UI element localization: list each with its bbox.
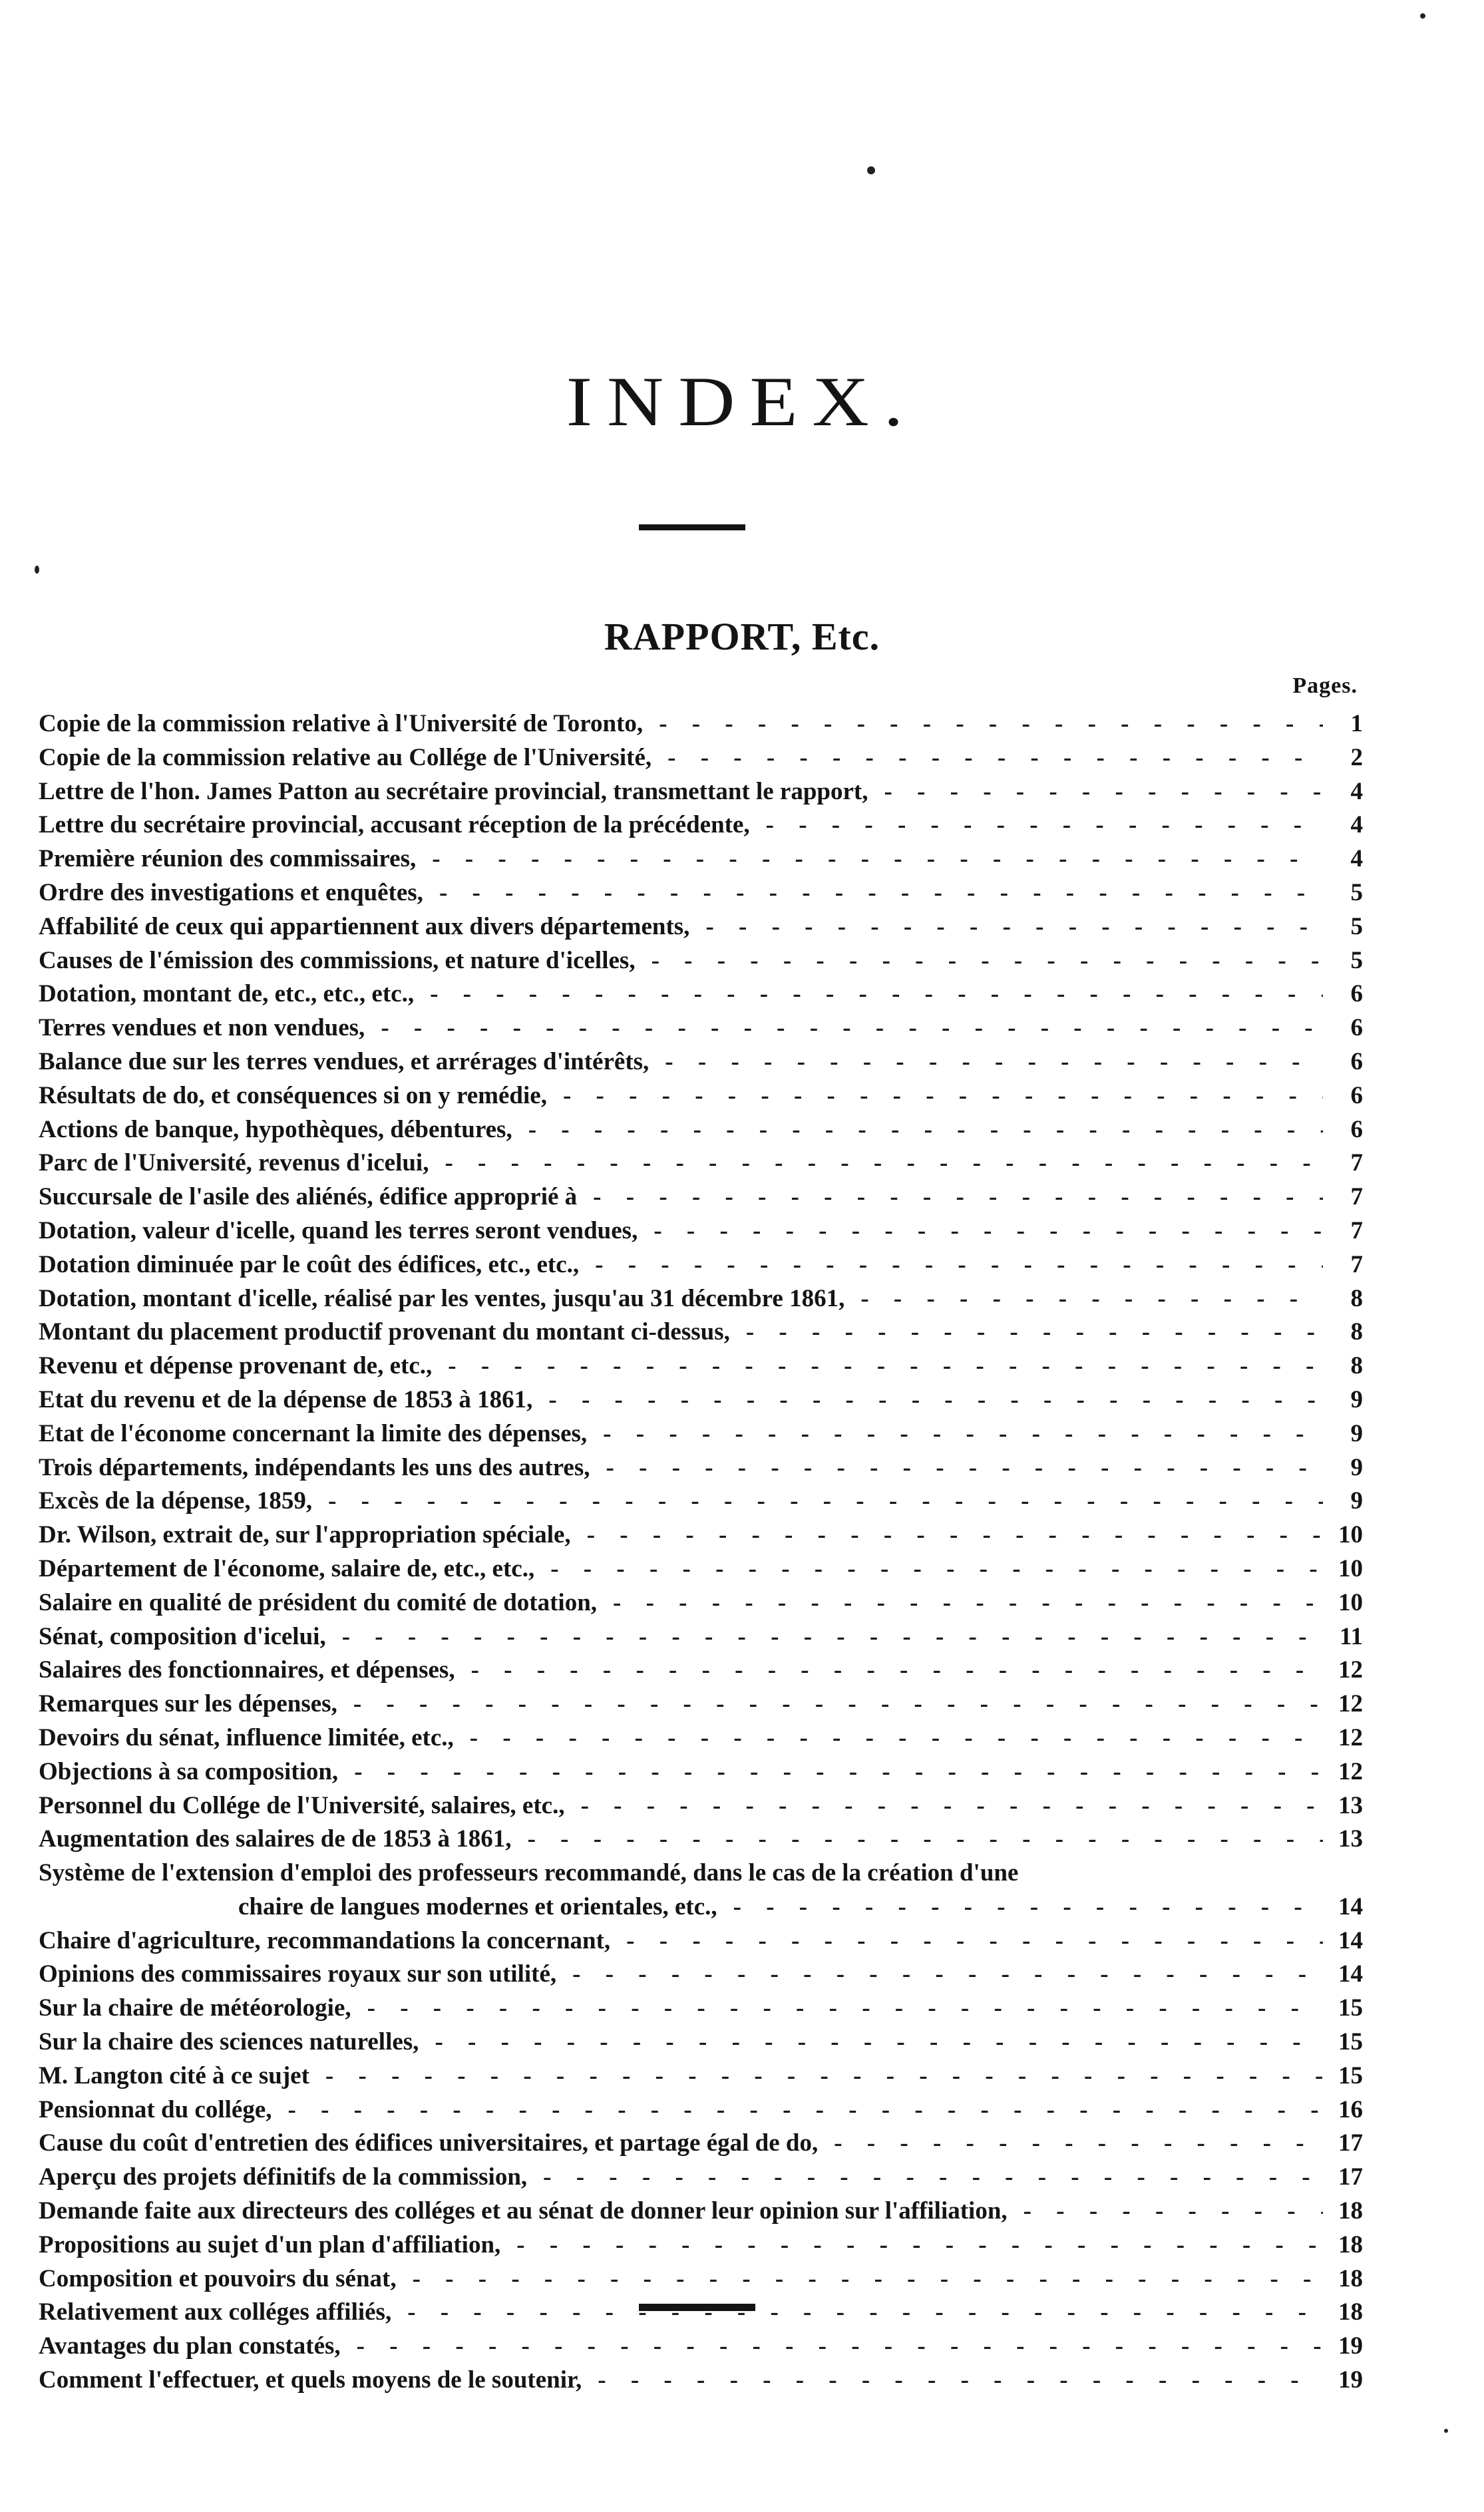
index-entry (39, 1383, 1363, 1417)
section-subtitle: RAPPORT, Etc. (604, 615, 880, 658)
entry-page-number: 7 (1350, 1149, 1363, 1177)
entry-page-number: 11 (1340, 1622, 1363, 1650)
entry-text: Dotation, montant d'icelle, réalisé par les ventes, jusqu'au 31 décembre 1861, (39, 1284, 845, 1312)
entry-page-number: 6 (1350, 1081, 1363, 1109)
entry-page-number: 15 (1338, 2028, 1363, 2056)
dot-leader (338, 1755, 1323, 1789)
dot-leader (556, 1958, 1323, 1992)
index-entry (39, 910, 1363, 944)
index-entry (39, 1857, 1363, 1890)
index-entry (39, 741, 1363, 775)
pages-column-header: Pages. (1292, 673, 1358, 698)
entry-text: Revenu et dépense provenant de, etc., (39, 1352, 433, 1380)
dot-leader (636, 944, 1323, 978)
page-title: INDEX. (566, 362, 918, 441)
dot-leader (577, 1180, 1323, 1214)
index-entry (39, 1079, 1363, 1113)
entry-text: Causes de l'émission des commissions, et nature d'icelles, (39, 946, 636, 974)
index-entry (39, 1890, 1363, 1924)
index-entry (39, 707, 1363, 741)
entry-page-number: 9 (1350, 1419, 1363, 1447)
index-entry (39, 1823, 1363, 1857)
index-entry (39, 1045, 1363, 1079)
dot-leader (1008, 2195, 1323, 2229)
entry-page-number: 5 (1350, 946, 1363, 974)
entry-page-number: 14 (1338, 1926, 1363, 1954)
dot-leader (527, 2161, 1323, 2195)
dot-leader (312, 1485, 1323, 1519)
entry-text: Salaires des fonctionnaires, et dépenses, (39, 1656, 455, 1684)
entry-text: Lettre de l'hon. James Patton au secrétaire provincial, transmettant le rapport, (39, 777, 868, 805)
entry-page-number: 9 (1350, 1385, 1363, 1413)
entry-text: Sur la chaire des sciences naturelles, (39, 2028, 419, 2056)
entry-page-number: 5 (1350, 912, 1363, 940)
index-entry (39, 1113, 1363, 1147)
entry-text: Copie de la commission relative à l'Université de Toronto, (39, 710, 644, 737)
dot-leader (597, 1586, 1323, 1620)
dot-leader (309, 2060, 1323, 2093)
entry-page-number: 10 (1338, 1521, 1363, 1549)
index-entry (39, 2195, 1363, 2229)
index-entry (39, 2296, 1363, 2330)
entry-text: Dotation, montant de, etc., etc., etc., (39, 980, 415, 1008)
index-entry (39, 2330, 1363, 2364)
index-entry (39, 2026, 1363, 2060)
dot-leader (416, 842, 1323, 876)
index-entry (39, 876, 1363, 910)
index-entry (39, 1011, 1363, 1045)
dot-leader (649, 1045, 1323, 1079)
entry-text: Actions de banque, hypothèques, débentures, (39, 1115, 512, 1143)
entry-page-number: 14 (1338, 1960, 1363, 1988)
entry-text: Affabilité de ceux qui appartiennent aux divers départements, (39, 912, 690, 940)
index-entry (39, 1688, 1363, 1721)
entry-page-number: 6 (1350, 1014, 1363, 1042)
entry-text: Dotation diminuée par le coût des édifices, etc., etc., (39, 1250, 580, 1278)
entry-page-number: 1 (1350, 710, 1363, 737)
index-entries (39, 707, 1363, 2398)
dot-leader (419, 2026, 1323, 2060)
entry-page-number: 9 (1350, 1487, 1363, 1515)
entry-text: M. Langton cité à ce sujet (39, 2062, 309, 2089)
entry-text: Avantages du plan constatés, (39, 2332, 341, 2360)
entry-text: Personnel du Collége de l'Université, salaires, etc., (39, 1791, 565, 1819)
entry-text: Sénat, composition d'icelui, (39, 1622, 326, 1650)
dot-leader (326, 1620, 1323, 1654)
dot-leader (432, 1349, 1323, 1383)
dot-leader (643, 707, 1323, 741)
entry-text: Opinions des commissaires royaux sur son utilité, (39, 1960, 557, 1988)
dot-leader (610, 1924, 1323, 1958)
index-entry (39, 1586, 1363, 1620)
index-entry (39, 1316, 1363, 1349)
entry-text: Augmentation des salaires de de 1853 à 1861, (39, 1825, 512, 1853)
dot-leader (730, 1316, 1323, 1349)
entry-text: chaire de langues modernes et orientales, etc., (238, 1892, 717, 1920)
index-entry (39, 2127, 1363, 2161)
index-entry (39, 1519, 1363, 1552)
entry-page-number: 13 (1338, 1791, 1363, 1819)
closing-rule (639, 2304, 755, 2311)
entry-page-number: 15 (1338, 2062, 1363, 2089)
dot-leader (638, 1214, 1323, 1248)
entry-text: Dr. Wilson, extrait de, sur l'appropriation spéciale, (39, 1521, 571, 1549)
entry-text: Balance due sur les terres vendues, et arrérages d'intérêts, (39, 1047, 649, 1075)
index-entry (39, 1248, 1363, 1282)
dot-leader (717, 1890, 1323, 1924)
entry-text: Etat de l'économe concernant la limite des dépenses, (39, 1419, 588, 1447)
index-entry (39, 1721, 1363, 1755)
dot-leader (414, 978, 1323, 1011)
index-entry (39, 1180, 1363, 1214)
entry-page-number: 12 (1338, 1656, 1363, 1684)
index-entry (39, 1620, 1363, 1654)
dot-leader (500, 2229, 1323, 2262)
index-entry (39, 1282, 1363, 1316)
index-entry (39, 1552, 1363, 1586)
index-entry (39, 978, 1363, 1011)
dot-leader (455, 1654, 1323, 1688)
scan-speck (867, 166, 875, 174)
entry-page-number: 14 (1338, 1892, 1363, 1920)
entry-text: Terres vendues et non vendues, (39, 1014, 365, 1042)
dot-leader (532, 1383, 1323, 1417)
dot-leader (547, 1079, 1323, 1113)
dot-leader (272, 2093, 1324, 2127)
entry-page-number: 17 (1338, 2129, 1363, 2157)
entry-text: Remarques sur les dépenses, (39, 1690, 337, 1718)
entry-page-number: 4 (1350, 845, 1363, 873)
entry-text: Excès de la dépense, 1859, (39, 1487, 313, 1515)
entry-page-number: 6 (1350, 980, 1363, 1008)
dot-leader (351, 1992, 1323, 2026)
entry-text: Première réunion des commissaires, (39, 845, 417, 873)
dot-leader (454, 1721, 1323, 1755)
dot-leader (579, 1248, 1323, 1282)
dot-leader (868, 775, 1324, 809)
entry-page-number: 12 (1338, 1757, 1363, 1785)
dot-leader (587, 1417, 1323, 1451)
dot-leader (571, 1519, 1323, 1552)
dot-leader (534, 1552, 1323, 1586)
entry-text: Département de l'économe, salaire de, etc., etc., (39, 1554, 535, 1582)
dot-leader (582, 2364, 1323, 2398)
entry-page-number: 12 (1338, 1723, 1363, 1751)
dot-leader (429, 1147, 1323, 1180)
entry-page-number: 10 (1338, 1554, 1363, 1582)
entry-text: Dotation, valeur d'icelle, quand les terres seront vendues, (39, 1216, 638, 1244)
index-entry (39, 2364, 1363, 2398)
entry-text: Pensionnat du collége, (39, 2095, 272, 2123)
index-entry (39, 1417, 1363, 1451)
index-entry (39, 1214, 1363, 1248)
entry-page-number: 5 (1350, 878, 1363, 906)
entry-text: Propositions au sujet d'un plan d'affiliation, (39, 2231, 501, 2258)
entry-text: Trois départements, indépendants les uns des autres, (39, 1453, 590, 1481)
entry-page-number: 18 (1338, 2264, 1363, 2292)
dot-leader (423, 876, 1323, 910)
entry-text: Composition et pouvoirs du sénat, (39, 2264, 397, 2292)
entry-page-number: 18 (1338, 2231, 1363, 2258)
entry-text: Montant du placement productif provenant du montant ci-dessus, (39, 1318, 730, 1346)
index-entry (39, 1958, 1363, 1992)
dot-leader (397, 2262, 1323, 2296)
entry-page-number: 15 (1338, 1994, 1363, 2022)
dot-leader (844, 1282, 1323, 1316)
entry-text: Ordre des investigations et enquêtes, (39, 878, 423, 906)
index-entry (39, 842, 1363, 876)
entry-page-number: 12 (1338, 1690, 1363, 1718)
entry-text: Sur la chaire de météorologie, (39, 1994, 351, 2022)
entry-text: Cause du coût d'entretien des édifices universitaires, et partage égal de do, (39, 2129, 819, 2157)
index-entry (39, 1451, 1363, 1485)
index-entry (39, 2229, 1363, 2262)
entry-text: Copie de la commission relative au Collége de l'Université, (39, 743, 652, 771)
entry-page-number: 19 (1338, 2332, 1363, 2360)
entry-page-number: 8 (1350, 1352, 1363, 1380)
entry-page-number: 8 (1350, 1318, 1363, 1346)
entry-page-number: 7 (1350, 1183, 1363, 1211)
scan-speck (1444, 2429, 1448, 2433)
dot-leader (651, 741, 1323, 775)
entry-page-number: 17 (1338, 2163, 1363, 2191)
entry-page-number: 18 (1338, 2298, 1363, 2326)
index-entry (39, 944, 1363, 978)
dot-leader (512, 1823, 1323, 1857)
index-entry (39, 1755, 1363, 1789)
dot-leader (337, 1688, 1323, 1721)
dot-leader (512, 1113, 1323, 1147)
dot-leader (818, 2127, 1323, 2161)
entry-page-number: 16 (1338, 2095, 1363, 2123)
entry-page-number: 13 (1338, 1825, 1363, 1853)
entry-page-number: 18 (1338, 2197, 1363, 2225)
entry-text: Salaire en qualité de président du comité de dotation, (39, 1588, 598, 1616)
entry-text: Objections à sa composition, (39, 1757, 339, 1785)
index-entry (39, 1485, 1363, 1519)
index-entry (39, 775, 1363, 809)
index-entry (39, 2060, 1363, 2093)
dot-leader (689, 910, 1323, 944)
entry-page-number: 9 (1350, 1453, 1363, 1481)
index-entry (39, 1654, 1363, 1688)
index-entry (39, 1349, 1363, 1383)
entry-page-number: 10 (1338, 1588, 1363, 1616)
index-entry (39, 1147, 1363, 1180)
index-entry (39, 2093, 1363, 2127)
index-entry (39, 808, 1363, 842)
scan-speck (35, 566, 39, 574)
entry-text: Demande faite aux directeurs des colléges et au sénat de donner leur opinion sur l'affiliation, (39, 2197, 1008, 2225)
entry-page-number: 2 (1350, 743, 1363, 771)
entry-page-number: 7 (1350, 1250, 1363, 1278)
entry-text: Etat du revenu et de la dépense de 1853 à 1861, (39, 1385, 533, 1413)
entry-text: Succursale de l'asile des aliénés, édifice approprié à (39, 1183, 578, 1211)
dot-leader (341, 2330, 1323, 2364)
dot-leader (365, 1011, 1323, 1045)
scan-speck (1420, 13, 1425, 19)
entry-text: Lettre du secrétaire provincial, accusant réception de la précédente, (39, 811, 750, 839)
entry-page-number: 8 (1350, 1284, 1363, 1312)
entry-page-number: 6 (1350, 1115, 1363, 1143)
index-entry (39, 2262, 1363, 2296)
index-entry (39, 1992, 1363, 2026)
entry-page-number: 7 (1350, 1216, 1363, 1244)
dot-leader (590, 1451, 1324, 1485)
entry-text: Comment l'effectuer, et quels moyens de le soutenir, (39, 2366, 582, 2394)
title-rule (639, 524, 745, 530)
entry-text: Aperçu des projets définitifs de la commission, (39, 2163, 528, 2191)
dot-leader (750, 808, 1323, 842)
entry-text: Devoirs du sénat, influence limitée, etc., (39, 1723, 454, 1751)
entry-text: Parc de l'Université, revenus d'icelui, (39, 1149, 429, 1177)
entry-text: Chaire d'agriculture, recommandations la concernant, (39, 1926, 611, 1954)
entry-text: Relativement aux colléges affiliés, (39, 2298, 392, 2326)
index-entry (39, 2161, 1363, 2195)
entry-text: Système de l'extension d'emploi des professeurs recommandé, dans le cas de la création d'une (39, 1859, 1019, 1887)
entry-page-number: 6 (1350, 1047, 1363, 1075)
entry-page-number: 4 (1350, 777, 1363, 805)
entry-page-number: 19 (1338, 2366, 1363, 2394)
entry-text: Résultats de do, et conséquences si on y remédie, (39, 1081, 547, 1109)
entry-page-number: 4 (1350, 811, 1363, 839)
dot-leader (565, 1789, 1323, 1823)
index-entry (39, 1789, 1363, 1823)
dot-leader (391, 2296, 1323, 2330)
index-entry (39, 1924, 1363, 1958)
